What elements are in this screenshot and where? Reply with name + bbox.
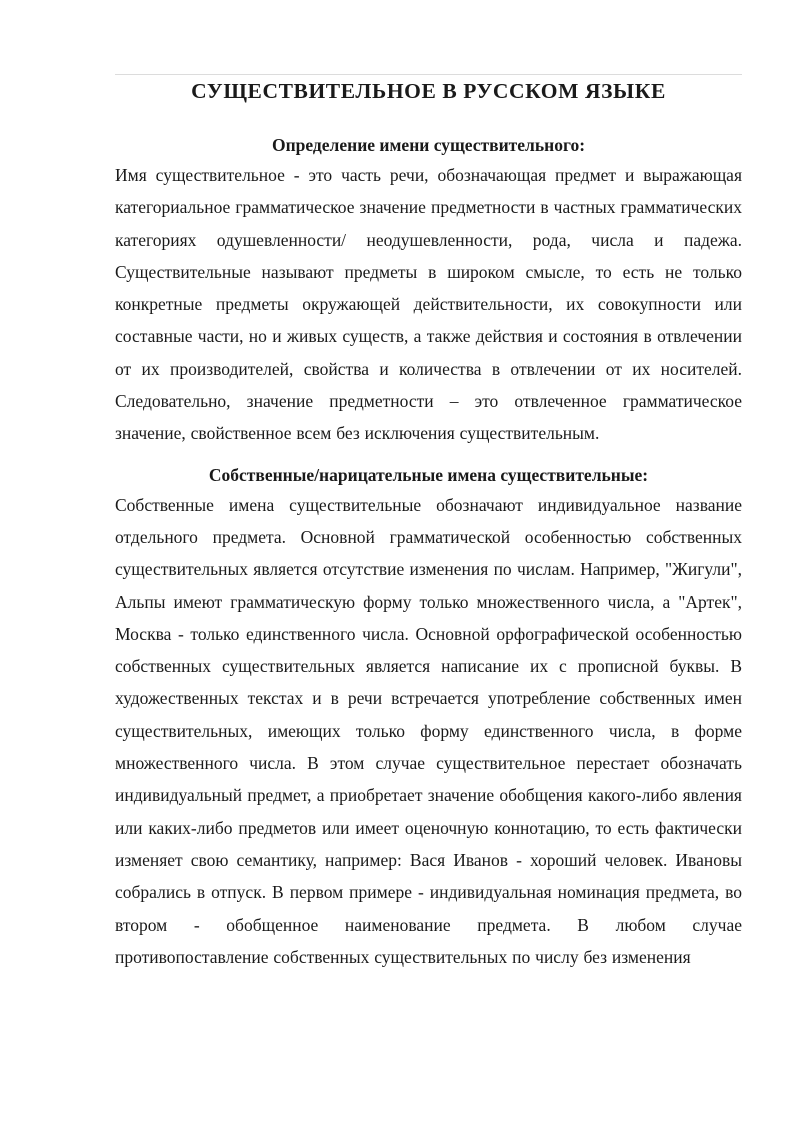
section-paragraph-proper-common-nouns: Собственные имена существительные обозначают индивидуальное название отдельного предмета. Основной грамматической особенностью собственных существительных является отсутствие изменения по числам. Например, "Жигули", Альпы имеют грамматическую форму только множественного числа, а "Артек", Москва - только единственного числа. Основной орфографической особенностью собственных существительных является написание их с прописной буквы. В художественных текстах и в речи встречается употребление собственных имен существительных, имеющих только форму единственного числа, в форме множественного числа. В этом случае существительное перестает обозначать индивидуальный предмет, а приобретает значение обобщения какого-либо явления или каких-либо предметов или имеет оценочную коннотацию, то есть фактически изменяет свою семантику, например: Вася Иванов - хороший человек. Ивановы собрались в отпуск. В первом примере - индивидуальная номинация предмета, во втором - обобщенное наименование предмета. В любом случае противопоставление собственных существительных по числу без изменения xyxy=(115,494,742,967)
section-heading-definition: Определение имени существительного: xyxy=(271,135,586,155)
section-heading-proper-common-nouns: Собственные/нарицательные имена существительные: xyxy=(208,464,649,485)
header-divider xyxy=(115,74,742,75)
document-title: СУЩЕСТВИТЕЛЬНОЕ В РУССКОМ ЯЗЫКЕ xyxy=(191,79,666,103)
section-paragraph-definition: Имя существительное - это часть речи, обозначающая предмет и выражающая категориальное грамматическое значение предметности в частных грамматических категориях одушевленности/ неодушевленности, рода, числа и падежа. Существительные называют предметы в широком смысле, то есть не только конкретные предметы окружающей действительности, их совокупности или составные части, но и живых существ, а также действия и состояния в отвлечении от их производителей, свойства и количества в отвлечении от их носителей. Следовательно, значение предметности – это отвлеченное грамматическое значение, свойственное всем без исключения существительным. xyxy=(115,165,742,444)
document-body xyxy=(115,76,742,973)
